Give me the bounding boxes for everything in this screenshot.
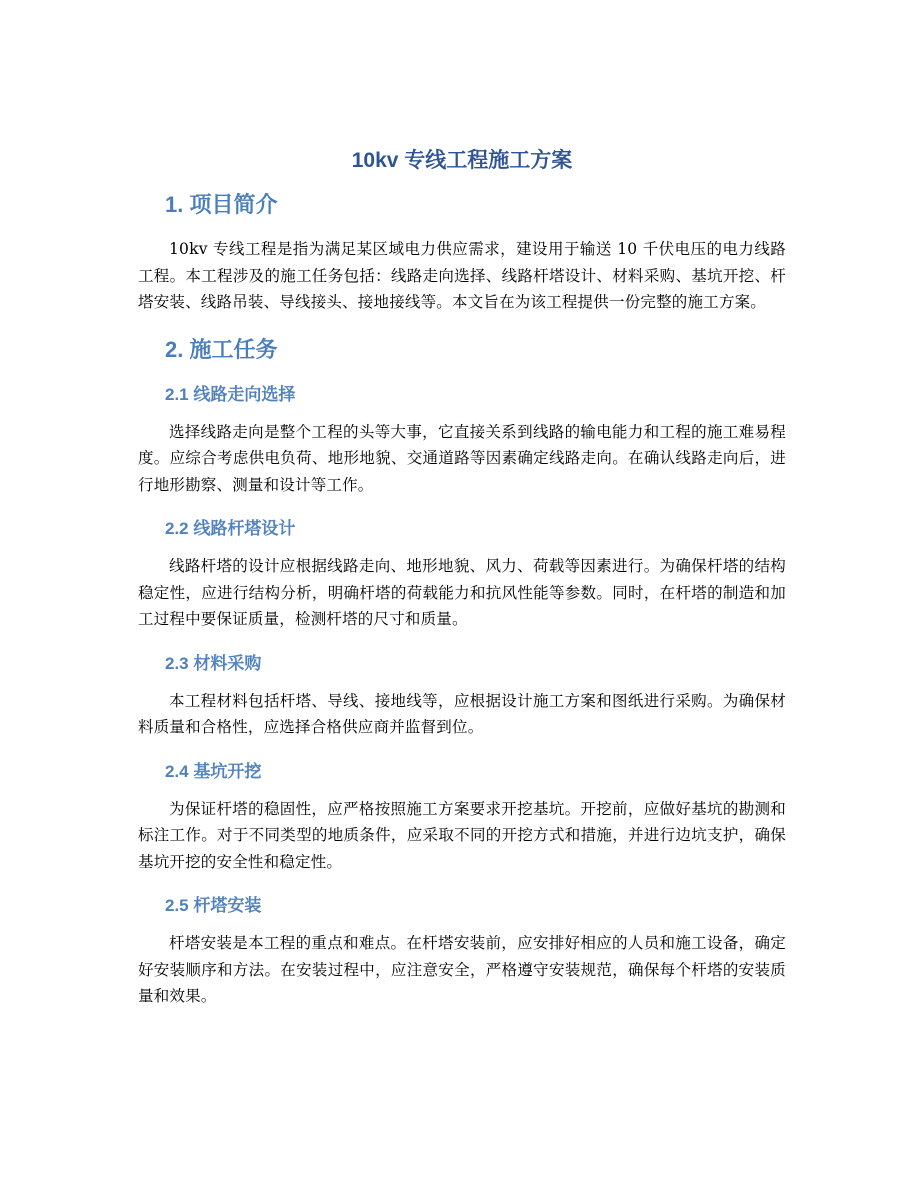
paragraph-foundation-excavation: 为保证杆塔的稳固性，应严格按照施工方案要求开挖基坑。开挖前，应做好基坑的勘测和标注工作。对于不同类型的地质条件，应采取不同的开挖方式和措施，并进行边坑支护，确保基坑开挖的安全性和稳定性。 bbox=[138, 799, 786, 871]
subsection-heading-route-selection: 2.1 线路走向选择 bbox=[165, 384, 296, 404]
paragraph-material-procurement: 本工程材料包括杆塔、导线、接地线等，应根据设计施工方案和图纸进行采购。为确保材料质量和合格性，应选择合格供应商并监督到位。 bbox=[138, 691, 786, 736]
paragraph-tower-installation: 杆塔安装是本工程的重点和难点。在杆塔安装前，应安排好相应的人员和施工设备，确定好安装顺序和方法。在安装过程中，应注意安全，严格遵守安装规范，确保每个杆塔的安装质量和效果。 bbox=[138, 934, 786, 1005]
subsection-heading-material-procurement: 2.3 材料采购 bbox=[165, 653, 262, 673]
subsection-heading-tower-design: 2.2 线路杆塔设计 bbox=[165, 519, 296, 538]
paragraph-tower-design: 线路杆塔的设计应根据线路走向、地形地貌、风力、荷载等因素进行。为确保杆塔的结构稳定性，应进行结构分析，明确杆塔的荷载能力和抗风性能等参数。同时，在杆塔的制造和加工过程中要保证质量，检测杆塔的尺寸和质量。 bbox=[138, 557, 786, 628]
section-heading-project-intro: 1. 项目简介 bbox=[165, 192, 278, 217]
subsection-heading-foundation-excavation: 2.4 基坑开挖 bbox=[165, 761, 262, 781]
document-title: 10kv 专线工程施工方案 bbox=[351, 149, 573, 172]
document-body bbox=[138, 144, 786, 1027]
paragraph-route-selection: 选择线路走向是整个工程的头等大事，它直接关系到线路的输电能力和工程的施工难易程度。应综合考虑供电负荷、地形地貌、交通道路等因素确定线路走向。在确认线路走向后，进行地形勘察、测量和设计等工作。 bbox=[138, 422, 786, 494]
paragraph-project-intro: 10kv 专线工程是指为满足某区域电力供应需求，建设用于输送 10 千伏电压的电力线路工程。本工程涉及的施工任务包括：线路走向选择、线路杆塔设计、材料采购、基坑开挖、杆塔安装、线路吊装、导线接头、接地接线等。本文旨在为该工程提供一份完整的施工方案。 bbox=[138, 240, 786, 311]
section-heading-construction-tasks: 2. 施工任务 bbox=[165, 336, 278, 362]
subsection-heading-tower-installation: 2.5 杆塔安装 bbox=[165, 896, 262, 915]
